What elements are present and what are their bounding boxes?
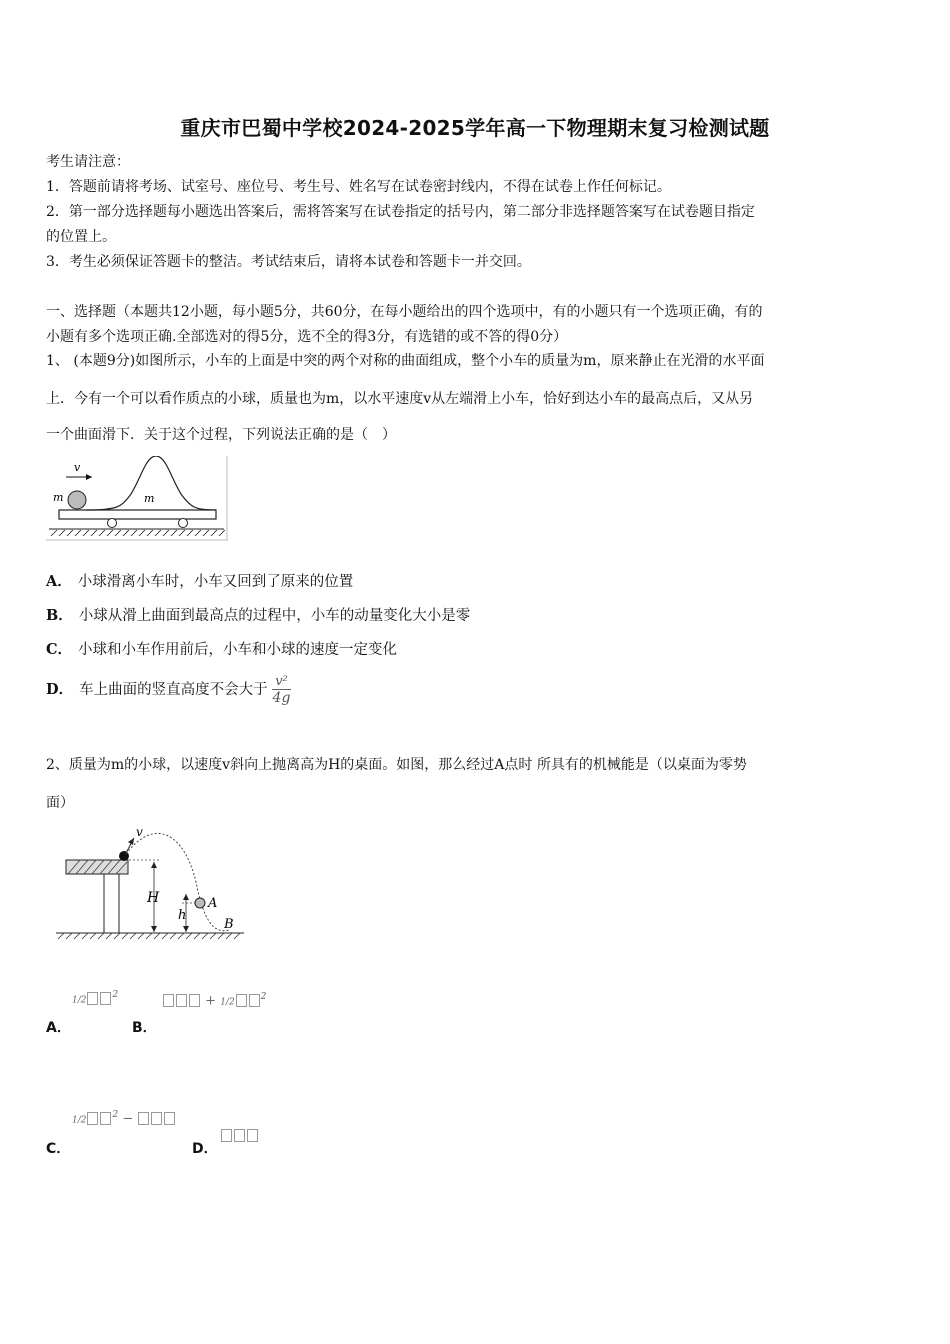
notice-item-3: 3．考生必须保证答题卡的整洁。考试结束后，请将本试卷和答题卡一并交回。: [46, 254, 531, 270]
wheel-right: [179, 519, 188, 528]
section-heading-line2: 小题有多个选项正确.全部选对的得5分，选不全的得3分，有选错的或不答的得0分）: [46, 329, 568, 345]
q1-option-c[interactable]: C． 小球和小车作用前后，小车和小球的速度一定变化: [46, 641, 398, 658]
point-A-label: A: [208, 896, 218, 911]
q2-option-c[interactable]: C．: [46, 1141, 71, 1157]
section-heading-line1: 一、选择题（本题共12小题，每小题5分，共60分，在每小题给出的四个选项中，有的小题只有一个选项正确，有的: [46, 304, 763, 320]
notice-item-2: 2．第一部分选择题每小题选出答案后，需将答案写在试卷指定的括号内，第二部分非选择题答案写在试卷题目指定: [46, 204, 755, 220]
height-h-label: h: [178, 908, 187, 923]
q2-formula-c: $1/2^2$ −: [72, 1110, 176, 1126]
q1-option-d[interactable]: D． 车上曲面的竖直高度不会大于 $\frac{\text{v²}}{4g}$: [46, 674, 291, 706]
notice-item-2-cont: 的位置上。: [46, 229, 116, 245]
table-top: [66, 860, 128, 874]
q1-option-b[interactable]: B． 小球从滑上曲面到最高点的过程中，小车的动量变化大小是零: [46, 607, 471, 624]
height-H-label: H: [147, 890, 160, 906]
q2-figure: [54, 822, 246, 942]
ball-mass-label: m: [53, 491, 64, 504]
velocity-arrow-icon: [86, 474, 92, 480]
notice-item-1: 1．答题前请将考场、试室号、座位号、考生号、姓名写在试卷密封线内，不得在试卷上作任何标记。: [46, 179, 671, 195]
q2-formula-d: [220, 1128, 259, 1143]
q1-stem-line1: 1、 (本题9分)如图所示，小车的上面是中突的两个对称的曲面组成，整个小车的质量为m，原来静止在光滑的水平面: [46, 353, 765, 369]
page-title: 重庆市巴蜀中学校2024-2025学年高一下物理期末复习检测试题: [180, 116, 770, 140]
q1-option-a[interactable]: A． 小球滑离小车时，小车又回到了原来的位置: [46, 573, 354, 590]
ball: [68, 491, 86, 509]
q2-option-d[interactable]: D．: [192, 1141, 218, 1157]
wheel-left: [108, 519, 117, 528]
formula-v2-over-4g: $\frac{\text{v²}}{4g}$: [272, 674, 291, 706]
q1-stem-line2: 上．今有一个可以看作质点的小球，质量也为m，以水平速度v从左端滑上小车，恰好到达小车的最高点后，又从另: [46, 391, 754, 407]
cart-body: [59, 510, 216, 519]
q1-stem-line3: 一个曲面滑下．关于这个过程，下列说法正确的是（ ）: [46, 427, 396, 443]
cart-mass-label: m: [144, 492, 155, 505]
q2-option-a[interactable]: A．: [46, 1020, 71, 1036]
floor-hatch: [58, 933, 240, 939]
velocity-label: v: [74, 461, 81, 474]
q2-stem-line2: 面）: [46, 795, 74, 811]
ground-hatch: [51, 530, 225, 536]
q1-figure: [46, 456, 230, 542]
table-leg: [104, 874, 119, 933]
q2-stem-line1: 2、质量为m的小球，以速度v斜向上抛离高为H的桌面。如图，那么经过A点时 所具有的机械能是（以桌面为零势: [46, 757, 747, 773]
q2-option-b[interactable]: B．: [132, 1020, 157, 1036]
point-B-label: B: [224, 917, 234, 932]
ball-at-A: [195, 898, 205, 908]
notice-heading: 考生请注意：: [46, 154, 130, 170]
q2-formula-a: $1/2^2$: [72, 990, 119, 1006]
q2-v-label: v: [136, 825, 143, 839]
ball-start: [119, 851, 129, 861]
q2-formula-b: + $1/2^2$: [162, 992, 266, 1008]
